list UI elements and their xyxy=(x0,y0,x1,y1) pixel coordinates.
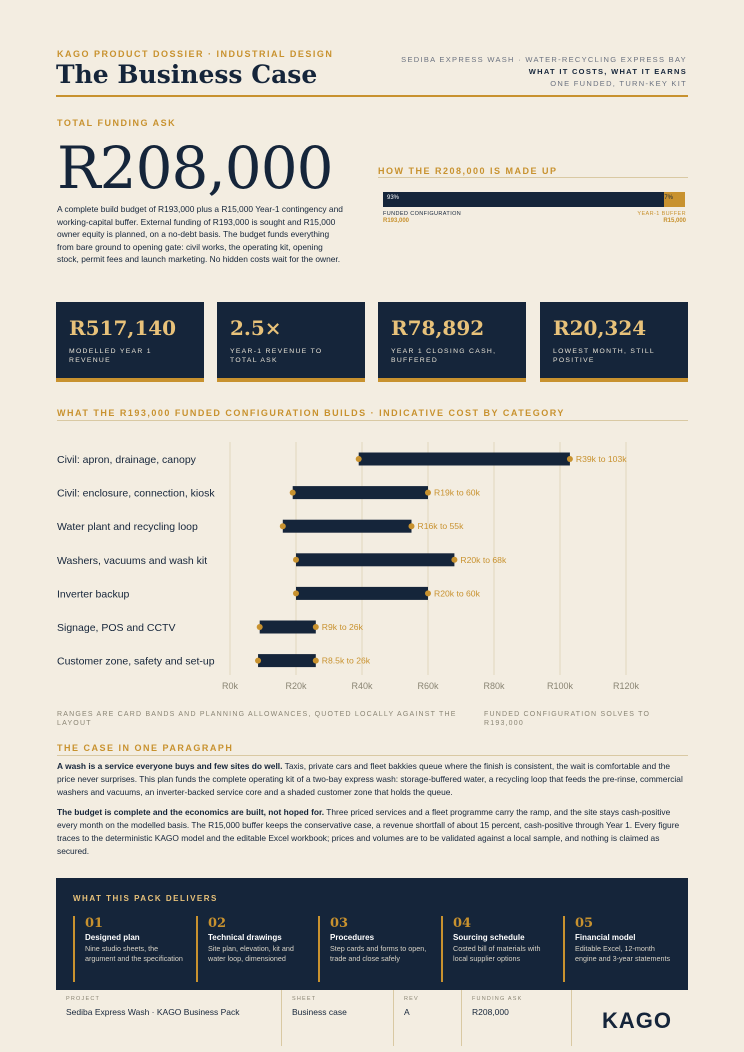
deliverable-title: Financial model xyxy=(575,933,636,942)
x-tick-label: R0k xyxy=(221,681,239,691)
chart-title: WHAT THE R193,000 FUNDED CONFIGURATION BUILDS · INDICATIVE COST BY CATEGORY xyxy=(57,408,565,418)
footer-project-label: PROJECT xyxy=(66,996,101,1002)
footer-rev-label: REV xyxy=(404,996,419,1002)
range-low-marker xyxy=(293,557,299,563)
cost-range-bar xyxy=(359,453,570,466)
cost-range-bar xyxy=(283,520,412,533)
category-label: Water plant and recycling loop xyxy=(57,521,198,534)
category-label: Civil: apron, drainage, canopy xyxy=(57,454,196,466)
deliverables-panel xyxy=(56,878,688,990)
range-high-marker xyxy=(425,490,431,496)
x-tick-label: R120k xyxy=(612,681,640,691)
footer-sheet-value: Business case xyxy=(292,1007,347,1017)
kpi-card-lowest-month xyxy=(540,302,688,382)
header-tagline: ONE FUNDED, TURN-KEY KIT xyxy=(550,79,687,88)
cost-range-bar xyxy=(258,654,316,667)
case-paragraph-1 xyxy=(57,760,687,799)
deliverable-item xyxy=(73,916,183,982)
range-low-marker xyxy=(356,456,362,462)
kpi-value: R517,140 xyxy=(69,316,177,340)
case-lead-1: A wash is a service everyone buys and few sites do well. xyxy=(57,761,283,771)
kpi-card-year1-revenue xyxy=(56,302,204,382)
range-low-marker xyxy=(290,490,296,496)
case-paragraph-2 xyxy=(57,806,687,858)
buffer-label: YEAR-1 BUFFER xyxy=(637,211,686,217)
kago-logo: KAGO xyxy=(602,1008,672,1033)
deliverable-desc: Costed bill of materials with local supplier options xyxy=(453,944,541,963)
range-label: R20k to 60k xyxy=(434,588,480,599)
kpi-card-closing-cash xyxy=(378,302,526,382)
range-label: R8.5k to 26k xyxy=(321,655,371,666)
range-high-marker xyxy=(409,523,415,529)
buffer-pct-label: 7% xyxy=(664,195,673,201)
kpi-label: LOWEST MONTH, STILL POSITIVE xyxy=(553,348,655,364)
case-body-1: Taxis, private cars and fleet bakkies queue where the finish is consistent, the wait is comfortable and the price never surprises. This plan funds the complete operating kit of a two-bay express wash: storage-buffered water, a recycling loop that feeds the pre-rinse, commercial washers and vacuums, an inverter-backed service core and a shaded customer zone that holds the queue. xyxy=(57,761,683,797)
made-up-kicker: HOW THE R208,000 IS MADE UP xyxy=(378,166,558,176)
case-kicker: THE CASE IN ONE PARAGRAPH xyxy=(57,743,234,753)
cost-range-bar xyxy=(296,553,454,566)
deliverables-title: WHAT THIS PACK DELIVERS xyxy=(73,894,218,903)
footer-funding-ask xyxy=(462,990,572,1046)
kpi-value: 2.5× xyxy=(230,316,282,340)
funded-configuration-label: FUNDED CONFIGURATION xyxy=(383,211,462,217)
range-low-marker xyxy=(255,658,261,664)
chart-note-ranges: RANGES ARE CARD BANDS AND PLANNING ALLOWANCES, QUOTED LOCALLY AGAINST THE LAYOUT xyxy=(57,711,457,727)
deliverable-title: Procedures xyxy=(330,933,375,942)
funded-configuration-value: R193,000 xyxy=(383,218,410,224)
footer-ask-label: FUNDING ASK xyxy=(472,996,523,1002)
footer-rev-value: A xyxy=(404,1007,410,1017)
cost-range-chart xyxy=(0,430,744,700)
kpi-value: R78,892 xyxy=(391,316,485,340)
funding-split-bar xyxy=(383,192,685,207)
buffer-segment xyxy=(664,192,685,207)
dossier-kicker: KAGO PRODUCT DOSSIER · INDUSTRIAL DESIGN xyxy=(57,49,334,59)
range-label: R39k to 103k xyxy=(575,454,627,464)
case-lead-2: The budget is complete and the economics are built, not hoped for. xyxy=(57,807,325,817)
kpi-card-revenue-ratio xyxy=(217,302,365,382)
deliverable-title: Sourcing schedule xyxy=(453,933,525,942)
header-subtitle: WHAT IT COSTS, WHAT IT EARNS xyxy=(528,67,687,76)
cost-range-bar xyxy=(260,621,316,634)
range-high-marker xyxy=(425,590,431,596)
range-high-marker xyxy=(313,624,319,630)
deliverable-item xyxy=(196,916,306,982)
funded-pct-label: 93% xyxy=(387,195,400,201)
funding-description: A complete build budget of R193,000 plus a R15,000 Year-1 contingency and working-capital buffer. External funding of R193,000 is sought and R15,000 owner equity is planned, on a no-debt basis. The budget funds everything from bare ground to opening gate: civil works, the operating kit, opening stock, permit fees and launch marketing. No hidden costs wait for the owner. xyxy=(57,204,343,264)
deliverable-item xyxy=(318,916,428,982)
deliverable-item xyxy=(441,916,551,982)
header-rule xyxy=(56,95,688,97)
buffer-value: R15,000 xyxy=(663,218,686,224)
x-tick-label: R20k xyxy=(285,681,307,691)
footer-project xyxy=(56,990,282,1046)
deliverable-number: 04 xyxy=(453,916,472,931)
range-low-marker xyxy=(280,523,286,529)
range-low-marker xyxy=(293,590,299,596)
range-label: R16k to 55k xyxy=(417,521,464,532)
chart-note-total: FUNDED CONFIGURATION SOLVES TO R193,000 xyxy=(484,711,651,727)
range-high-marker xyxy=(567,456,573,462)
range-label: R20k to 68k xyxy=(460,554,507,565)
kpi-label: YEAR-1 REVENUE TO TOTAL ASK xyxy=(230,348,323,364)
cost-range-bar xyxy=(296,587,428,600)
range-high-marker xyxy=(451,557,457,563)
header-project-line: SEDIBA EXPRESS WASH · WATER-RECYCLING EXPRESS BAY xyxy=(401,55,687,64)
footer-sheet xyxy=(282,990,394,1046)
funding-amount: R208,000 xyxy=(57,134,333,202)
category-label: Civil: enclosure, connection, kiosk xyxy=(57,487,215,500)
deliverable-number: 01 xyxy=(85,916,104,931)
deliverable-number: 05 xyxy=(575,916,594,931)
footer-project-value: Sediba Express Wash · KAGO Business Pack xyxy=(66,1007,240,1017)
funding-kicker: TOTAL FUNDING ASK xyxy=(57,118,177,128)
x-tick-label: R40k xyxy=(351,681,373,691)
category-label: Washers, vacuums and wash kit xyxy=(57,554,208,567)
kpi-label: MODELLED YEAR 1 REVENUE xyxy=(69,348,152,364)
kpi-value: R20,324 xyxy=(553,316,647,340)
deliverable-desc: Step cards and forms to open, trade and close safely xyxy=(330,944,427,963)
kpi-label: YEAR 1 CLOSING CASH, BUFFERED xyxy=(391,348,497,364)
page-title: The Business Case xyxy=(56,60,318,89)
category-label: Customer zone, safety and set-up xyxy=(57,655,215,668)
deliverable-number: 03 xyxy=(330,916,349,931)
chart-rule xyxy=(57,420,688,421)
deliverable-item xyxy=(563,916,673,982)
range-high-marker xyxy=(313,658,319,664)
range-label: R19k to 60k xyxy=(434,487,480,498)
x-tick-label: R80k xyxy=(483,681,505,691)
footer-sheet-label: SHEET xyxy=(292,996,317,1002)
x-tick-label: R100k xyxy=(546,681,574,691)
deliverable-title: Designed plan xyxy=(85,933,140,942)
made-up-rule xyxy=(378,177,688,178)
deliverable-number: 02 xyxy=(208,916,227,931)
deliverable-desc: Nine studio sheets, the argument and the specification xyxy=(85,944,183,963)
cost-range-bar xyxy=(293,486,428,499)
funded-configuration-segment xyxy=(383,192,664,207)
footer-ask-value: R208,000 xyxy=(472,1007,509,1017)
category-label: Signage, POS and CCTV xyxy=(57,622,176,634)
deliverable-title: Technical drawings xyxy=(208,933,282,942)
x-tick-label: R60k xyxy=(417,681,439,691)
case-body-2: Three priced services and a fleet programme carry the ramp, and the site stays cash-positive every month on the modelled basis. The R15,000 buffer keeps the conservative case, a revenue shortfall of about 15 percent, cash-positive through Year 1. Every figure traces to the deterministic KAGO model and the editable Excel workbook; prices and volumes are to be validated against a local sample, and nothing is claimed as secured. xyxy=(57,807,680,856)
range-label: R9k to 26k xyxy=(321,622,363,632)
category-label: Inverter backup xyxy=(57,588,130,601)
deliverable-desc: Site plan, elevation, kit and water loop, dimensioned xyxy=(208,944,294,963)
range-low-marker xyxy=(257,624,263,630)
footer-rev xyxy=(394,990,462,1046)
case-rule xyxy=(57,755,688,756)
deliverable-desc: Editable Excel, 12-month engine and 3-year statements xyxy=(575,944,671,963)
